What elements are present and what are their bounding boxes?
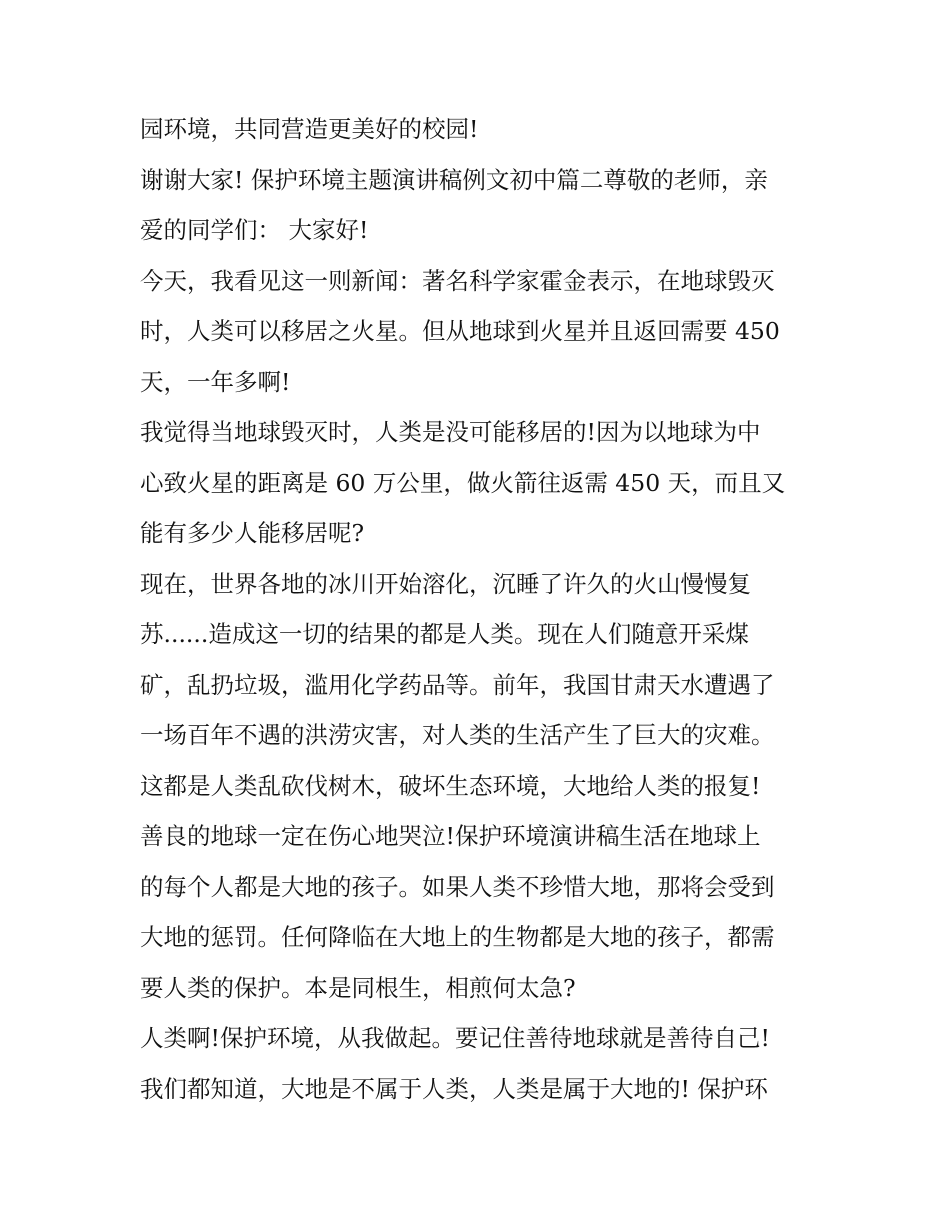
text-line: 要人类的保护。本是同根生，相煎何太急? [140,973,576,1002]
text-line: 这都是人类乱砍伐树木，破坏生态环境，大地给人类的报复! [140,771,761,800]
text-line: 我们都知道，大地是不属于人类，人类是属于大地的! 保护环 [140,1074,768,1103]
text-line: 苏......造成这一切的结果的都是人类。现在人们随意开采煤 [140,620,749,648]
text-line: 矿，乱扔垃圾，滥用化学药品等。前年，我国甘肃天水遭遇了 [140,670,775,699]
text-line: 善良的地球一定在伤心地哭泣!保护环境演讲稿生活在地球上 [140,822,761,850]
text-line: 一场百年不遇的洪涝灾害，对人类的生活产生了巨大的灾难。 [140,721,775,749]
document-body [140,104,820,1114]
text-line: 人类啊!保护环境，从我做起。要记住善待地球就是善待自己! [140,1024,770,1052]
text-line: 大地的惩罚。任何降临在大地上的生物都是大地的孩子，都需 [140,923,775,951]
text-line: 天，一年多啊! [140,367,291,396]
text-line: 我觉得当地球毁灭时，人类是没可能移居的!因为以地球为中 [140,418,761,446]
text-line: 心致火星的距离是 60 万公里，做火箭往返需 450 天，而且又 [140,468,786,497]
text-line: 爱的同学们： 大家好! [140,216,369,244]
text-line: 现在，世界各地的冰川开始溶化，沉睡了许久的火山慢慢复 [140,569,751,598]
text-line: 园环境，共同营造更美好的校园! [140,115,479,143]
text-line: 能有多少人能移居呢? [140,519,365,547]
text-line: 谢谢大家! 保护环境主题演讲稿例文初中篇二尊敬的老师，亲 [140,165,768,194]
text-line: 的每个人都是大地的孩子。如果人类不珍惜大地，那将会受到 [140,872,775,901]
text-line: 时，人类可以移居之火星。但从地球到火星并且返回需要 450 [140,317,780,345]
text-line: 今天，我看见这一则新闻：著名科学家霍金表示，在地球毁灭 [140,266,775,295]
